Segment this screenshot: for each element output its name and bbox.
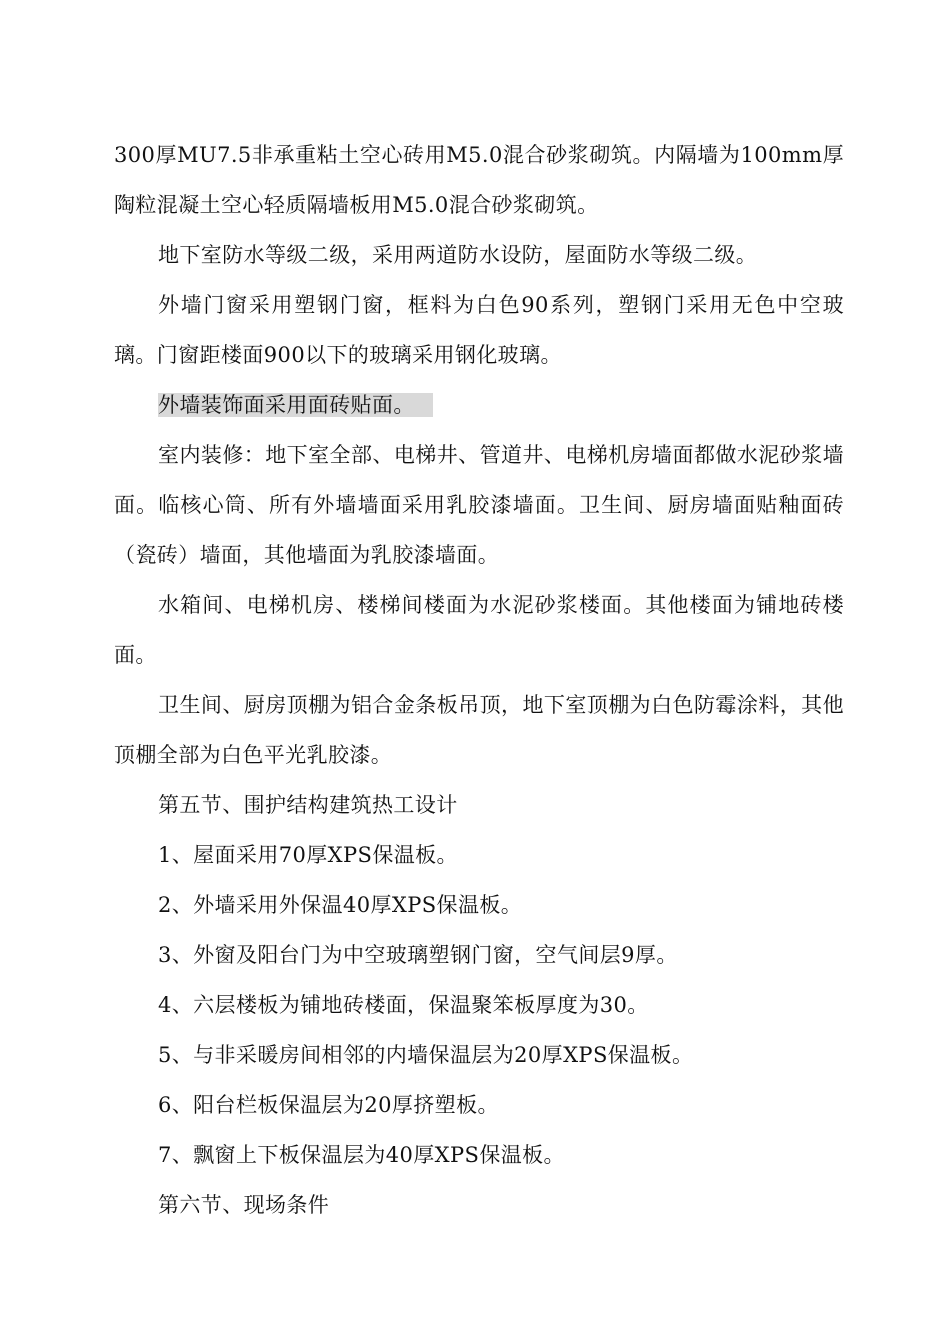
list-item-7: 7、飘窗上下板保温层为40厚XPS保温板。 [158,1143,565,1167]
section-heading-6: 第六节、现场条件 [158,1193,330,1217]
paragraph-floors: 水箱间、电梯机房、楼梯间楼面为水泥砂浆楼面。其他楼面为铺地砖楼面。 [114,593,844,667]
paragraph-interior-decoration: 室内装修：地下室全部、电梯井、管道井、电梯机房墙面都做水泥砂浆墙面。临核心筒、所有外墙墙面采用乳胶漆墙面。卫生间、厨房墙面贴釉面砖（瓷砖）墙面，其他墙面为乳胶漆墙面。 [114,443,844,567]
list-item-4: 4、六层楼板为铺地砖楼面，保温聚笨板厚度为30。 [158,993,649,1017]
list-item-1: 1、屋面采用70厚XPS保温板。 [158,843,458,867]
list-item-3: 3、外窗及阳台门为中空玻璃塑钢门窗，空气间层9厚。 [158,943,678,967]
paragraph-doors-windows: 外墙门窗采用塑钢门窗，框料为白色90系列，塑钢门采用无色中空玻璃。门窗距楼面900以下的玻璃采用钢化玻璃。 [114,293,844,367]
paragraph-ceilings: 卫生间、厨房顶棚为铝合金条板吊顶，地下室顶棚为白色防霉涂料，其他顶棚全部为白色平光乳胶漆。 [114,693,844,767]
document-body [114,130,844,1230]
paragraph-waterproofing: 地下室防水等级二级，采用两道防水设防，屋面防水等级二级。 [158,243,758,267]
paragraph-wall-materials: 300厚MU7.5非承重粘土空心砖用M5.0混合砂浆砌筑。内隔墙为100mm厚陶粒混凝土空心轻质隔墙板用M5.0混合砂浆砌筑。 [114,143,844,217]
section-heading-5: 第五节、围护结构建筑热工设计 [158,793,458,817]
list-item-6: 6、阳台栏板保温层为20厚挤塑板。 [158,1093,499,1117]
list-item-2: 2、外墙采用外保温40厚XPS保温板。 [158,893,523,917]
paragraph-exterior-finish [114,380,844,430]
highlighted-text: 外墙装饰面采用面砖贴面。 [158,393,433,417]
list-item-5: 5、与非采暖房间相邻的内墙保温层为20厚XPS保温板。 [158,1043,694,1067]
